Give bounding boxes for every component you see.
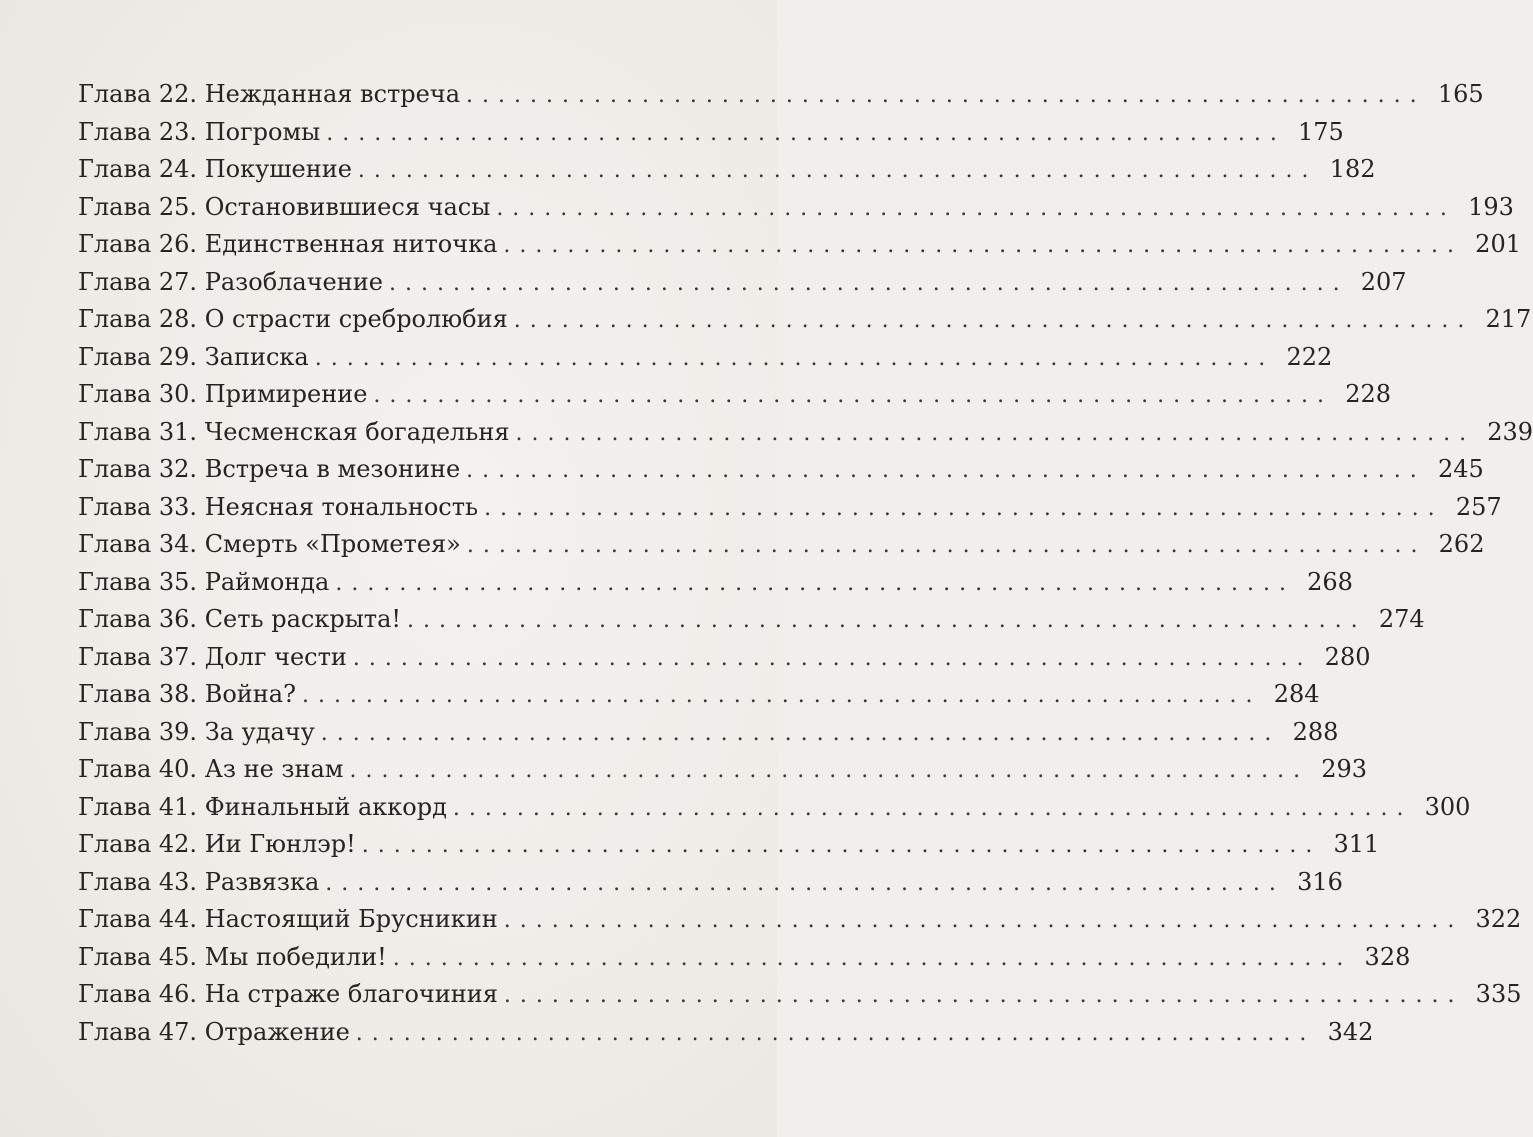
dot-leader: ............................................................	[515, 420, 1476, 446]
toc-entry	[78, 526, 1485, 564]
page-number: 222	[1286, 342, 1333, 371]
chapter-title: Глава 40. Аз не знам	[78, 755, 344, 783]
toc-entry	[78, 639, 1371, 677]
chapter-title: Глава 30. Примирение	[78, 380, 368, 408]
toc-entry	[78, 489, 1502, 527]
toc-entry	[78, 864, 1343, 902]
toc-entry	[78, 976, 1522, 1014]
toc-entry	[78, 151, 1376, 189]
dot-leader: ............................................................	[503, 233, 1463, 258]
toc-entry	[78, 676, 1320, 714]
chapter-title: Глава 39. За удачу	[78, 717, 315, 746]
page-number: 274	[1378, 605, 1425, 633]
dot-leader: ............................................................	[392, 945, 1353, 971]
chapter-title: Глава 47. Отражение	[78, 1017, 350, 1046]
dot-leader: ............................................................	[352, 645, 1313, 671]
page-number: 311	[1333, 830, 1380, 858]
page-number: 300	[1424, 792, 1471, 821]
chapter-title: Глава 44. Настоящий Брусникин	[78, 905, 498, 933]
page-number: 245	[1437, 455, 1484, 483]
dot-leader: ............................................................	[503, 908, 1464, 933]
toc-entry	[78, 751, 1368, 789]
page-number: 268	[1307, 567, 1353, 596]
dot-leader: ............................................................	[326, 120, 1286, 146]
dot-leader: ............................................................	[407, 608, 1367, 633]
toc-entry	[78, 189, 1514, 227]
chapter-title: Глава 27. Разоблачение	[78, 267, 383, 296]
page-number: 207	[1360, 267, 1407, 296]
page-number: 217	[1485, 305, 1532, 333]
page-number: 316	[1297, 867, 1343, 896]
chapter-title: Глава 32. Встреча в мезонине	[78, 455, 461, 483]
dot-leader: ............................................................	[373, 383, 1333, 408]
toc-entry	[78, 76, 1484, 114]
chapter-title: Глава 23. Погромы	[78, 117, 321, 146]
page-number: 262	[1438, 530, 1485, 558]
dot-leader: ............................................................	[452, 795, 1413, 821]
toc-entry	[78, 226, 1521, 264]
dot-leader: ............................................................	[466, 458, 1426, 483]
chapter-title: Глава 42. Ии Гюнлэр!	[78, 830, 356, 858]
page-number: 257	[1455, 492, 1502, 521]
chapter-title: Глава 26. Единственная ниточка	[78, 230, 498, 258]
toc-entry	[78, 789, 1471, 827]
toc-entry	[78, 264, 1407, 302]
dot-leader: ............................................................	[320, 720, 1281, 746]
chapter-title: Глава 33. Неясная тональность	[78, 492, 479, 521]
page-number: 165	[1437, 80, 1484, 108]
chapter-title: Глава 22. Нежданная встреча	[78, 80, 461, 108]
dot-leader: ............................................................	[466, 533, 1427, 558]
dot-leader: ............................................................	[335, 570, 1295, 596]
dot-leader: ............................................................	[484, 495, 1444, 521]
dot-leader: ............................................................	[388, 270, 1349, 296]
page-number: 228	[1345, 380, 1391, 408]
toc-entry	[78, 901, 1522, 939]
dot-leader: ............................................................	[466, 83, 1426, 108]
page-number: 175	[1298, 117, 1344, 146]
dot-leader: ............................................................	[349, 758, 1310, 783]
page-number: 288	[1292, 717, 1339, 746]
table-of-contents	[78, 76, 1533, 1051]
toc-entry	[78, 376, 1391, 414]
chapter-title: Глава 41. Финальный аккорд	[78, 792, 447, 821]
chapter-title: Глава 28. О страсти сребролюбия	[78, 305, 508, 333]
page-number: 239	[1487, 417, 1533, 446]
toc-entry	[78, 939, 1411, 977]
chapter-title: Глава 45. Мы победили!	[78, 942, 387, 971]
page-number: 280	[1324, 642, 1371, 671]
toc-entry	[78, 114, 1344, 152]
dot-leader: ............................................................	[361, 833, 1322, 858]
toc-entry	[78, 451, 1484, 489]
dot-leader: ............................................................	[503, 983, 1464, 1008]
dot-leader: ............................................................	[513, 308, 1474, 333]
page-number: 342	[1327, 1017, 1374, 1046]
dot-leader: ............................................................	[301, 683, 1262, 708]
page-number: 328	[1364, 942, 1411, 971]
page-number: 322	[1475, 905, 1522, 933]
page-number: 284	[1273, 680, 1320, 708]
toc-entry	[78, 564, 1353, 602]
chapter-title: Глава 46. На страже благочиния	[78, 980, 498, 1008]
page-number: 335	[1475, 980, 1522, 1008]
toc-entry	[78, 601, 1425, 639]
chapter-title: Глава 31. Чесменская богадельня	[78, 417, 510, 446]
chapter-title: Глава 35. Раймонда	[78, 567, 330, 596]
page-number: 201	[1475, 230, 1521, 258]
page-number: 193	[1468, 192, 1514, 221]
dot-leader: ............................................................	[314, 345, 1275, 371]
chapter-title: Глава 36. Сеть раскрыта!	[78, 605, 402, 633]
dot-leader: ............................................................	[355, 1020, 1316, 1046]
chapter-title: Глава 24. Покушение	[78, 155, 352, 183]
page-number: 293	[1321, 755, 1368, 783]
toc-entry	[78, 414, 1533, 452]
chapter-title: Глава 37. Долг чести	[78, 642, 347, 671]
chapter-title: Глава 43. Развязка	[78, 867, 320, 896]
toc-entry	[78, 1014, 1374, 1052]
dot-leader: ............................................................	[357, 158, 1318, 183]
toc-entry	[78, 301, 1532, 339]
chapter-title: Глава 29. Записка	[78, 342, 309, 371]
chapter-title: Глава 34. Смерть «Прометея»	[78, 530, 461, 558]
chapter-title: Глава 25. Остановившиеся часы	[78, 192, 491, 221]
dot-leader: ............................................................	[496, 195, 1456, 221]
dot-leader: ............................................................	[325, 870, 1285, 896]
toc-entry	[78, 339, 1333, 377]
page-number: 182	[1329, 155, 1376, 183]
chapter-title: Глава 38. Война?	[78, 680, 296, 708]
toc-entry	[78, 714, 1339, 752]
toc-entry	[78, 826, 1380, 864]
